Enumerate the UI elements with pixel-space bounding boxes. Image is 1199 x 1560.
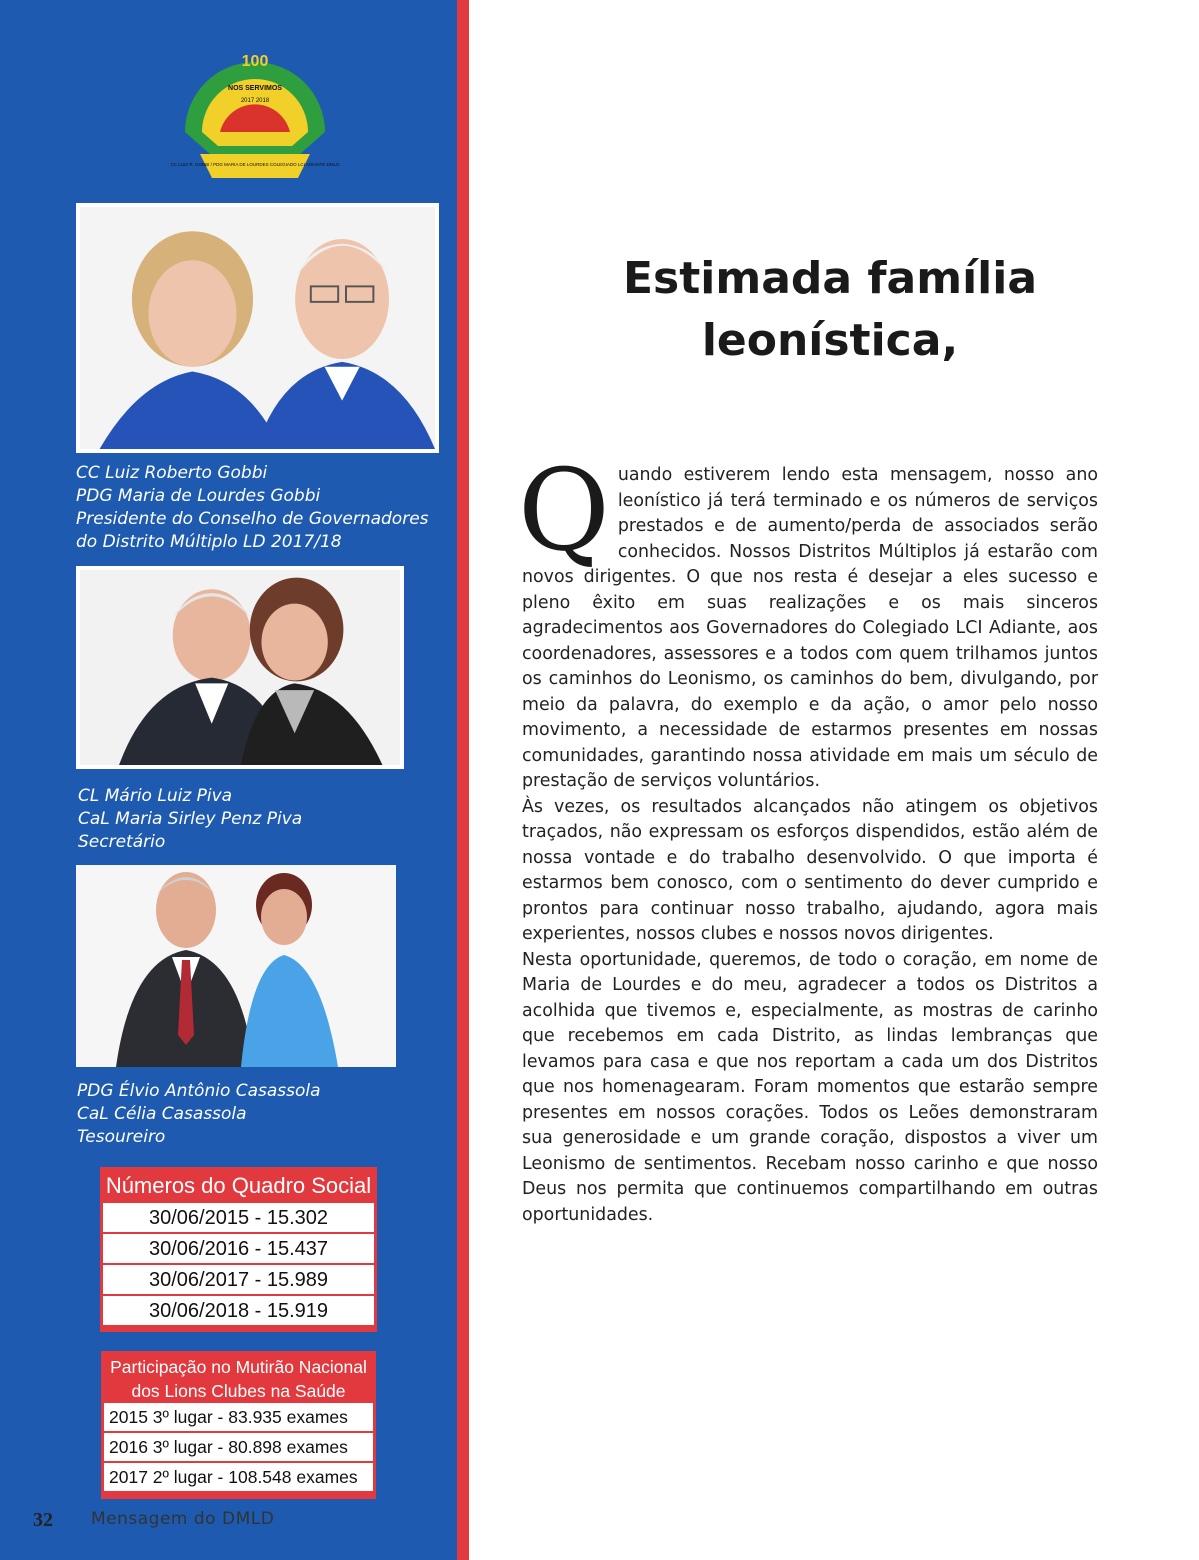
mutirao-title-line: dos Lions Clubes na Saúde <box>131 1381 346 1401</box>
paragraph-3: Nesta oportunidade, queremos, de todo o coração, em nome de Maria de Lourdes e do meu, agradecer a todos os Distritos a acolhida que tivemos e, especialmente, as mostras de carinho que recebemos em cada Distrito, as lindas lembranças que levamos para casa e que nos reportam a cada um dos Distritos que nos homenagearam. Foram momentos que estarão sempre presentes em nossos corações. Todos os Leões demonstraram sua generosidade e um grande coração, dispostos a viver um Leonismo de sentimentos. Recebam nosso carinho e que nosso Deus nos permita que continuemos compartilhando em outras oportunidades. <box>522 949 1098 1225</box>
article-headline <box>560 248 1100 372</box>
paragraph-2: Às vezes, os resultados alcançados não atingem os objetivos traçados, não expressam os esforços dispendidos, estão além de nossa vontade e do trabalho desenvolvido. O que importa é estarmos bem conosco, com o sentimento do dever cumprido e prontos para continuar nosso trabalho, ajudando, agora mais experientes, nossos clubes e nossos novos dirigentes. <box>522 796 1098 944</box>
mutirao-row: 2015 3º lugar - 83.935 exames <box>104 1403 373 1431</box>
page-number: 32 <box>33 1509 53 1531</box>
mutirao-box <box>101 1351 376 1499</box>
social-numbers-row: 30/06/2018 - 15.919 <box>103 1296 374 1325</box>
social-numbers-row: 30/06/2015 - 15.302 <box>103 1203 374 1232</box>
paragraph-1 <box>518 446 1098 795</box>
article-body <box>518 446 1098 1228</box>
mutirao-row: 2016 3º lugar - 80.898 exames <box>104 1433 373 1461</box>
caption-line: PDG Élvio Antônio Casassola <box>77 1081 321 1101</box>
red-stripe <box>457 0 469 1560</box>
caption-line: do Distrito Múltiplo LD 2017/18 <box>76 532 342 552</box>
headline-line: Estimada família <box>622 253 1038 304</box>
section-name: Mensagem do DMLD <box>91 1509 275 1529</box>
headline-line: leonística, <box>701 315 959 366</box>
caption-casassola <box>77 1080 321 1149</box>
photo-casassola-couple <box>76 865 396 1067</box>
social-numbers-title: Números do Quadro Social <box>105 1173 372 1198</box>
drop-cap: Q <box>518 446 610 576</box>
caption-line: CL Mário Luiz Piva <box>78 786 233 806</box>
mutirao-row: 2017 2º lugar - 108.548 exames <box>104 1463 373 1491</box>
caption-line: CaL Célia Casassola <box>77 1104 247 1124</box>
social-numbers-box <box>100 1167 377 1332</box>
photo-piva-couple <box>76 566 404 769</box>
logo-bottom-text: CC LUIZ R. GOBBI / PDG MARIA DE LOURDES COLEGIADO LCI ADIANTE DMLD <box>170 162 340 167</box>
photo-gobbi-couple <box>76 203 439 453</box>
paragraph-1-text: uando estiverem lendo esta mensagem, nosso ano leonístico já terá terminado e os números de serviços prestados e de aumento/perda de associados serão conhecidos. Nossos Distritos Múltiplos já estarão com novos dirigentes. O que nos resta é desejar a eles sucesso e pleno êxito em suas realizações e os mais sinceros agradecimentos aos Governadores do Colegiado LCI Adiante, aos coordenadores, assessores e a todos com quem trilhamos juntos os caminhos do Leonismo, os caminhos do bem, divulgando, por meio da palavra, do exemplo e da ação, o amor pelo nosso movimento, a necessidade de estarmos presentes em nossas comunidades, garantindo nossa atividade em mais um século de prestação de serviços voluntários. <box>522 465 1098 791</box>
social-numbers-row: 30/06/2016 - 15.437 <box>103 1234 374 1263</box>
caption-piva <box>78 785 302 854</box>
caption-line: Presidente do Conselho de Governadores <box>76 509 429 529</box>
caption-line: Secretário <box>78 832 166 852</box>
lions-centennial-logo <box>170 53 340 184</box>
logo-top-text: NOS SERVIMOS <box>228 85 282 92</box>
caption-line: CaL Maria Sirley Penz Piva <box>78 809 303 829</box>
logo-number: 100 <box>241 53 269 70</box>
logo-years: 2017 2018 <box>240 98 270 104</box>
caption-line: CC Luiz Roberto Gobbi <box>76 463 268 483</box>
caption-gobbi <box>76 462 429 554</box>
social-numbers-row: 30/06/2017 - 15.989 <box>103 1265 374 1294</box>
caption-line: Tesoureiro <box>77 1127 166 1147</box>
caption-line: PDG Maria de Lourdes Gobbi <box>76 486 321 506</box>
mutirao-title-line: Participação no Mutirão Nacional <box>110 1357 367 1377</box>
mutirao-title <box>104 1351 373 1403</box>
